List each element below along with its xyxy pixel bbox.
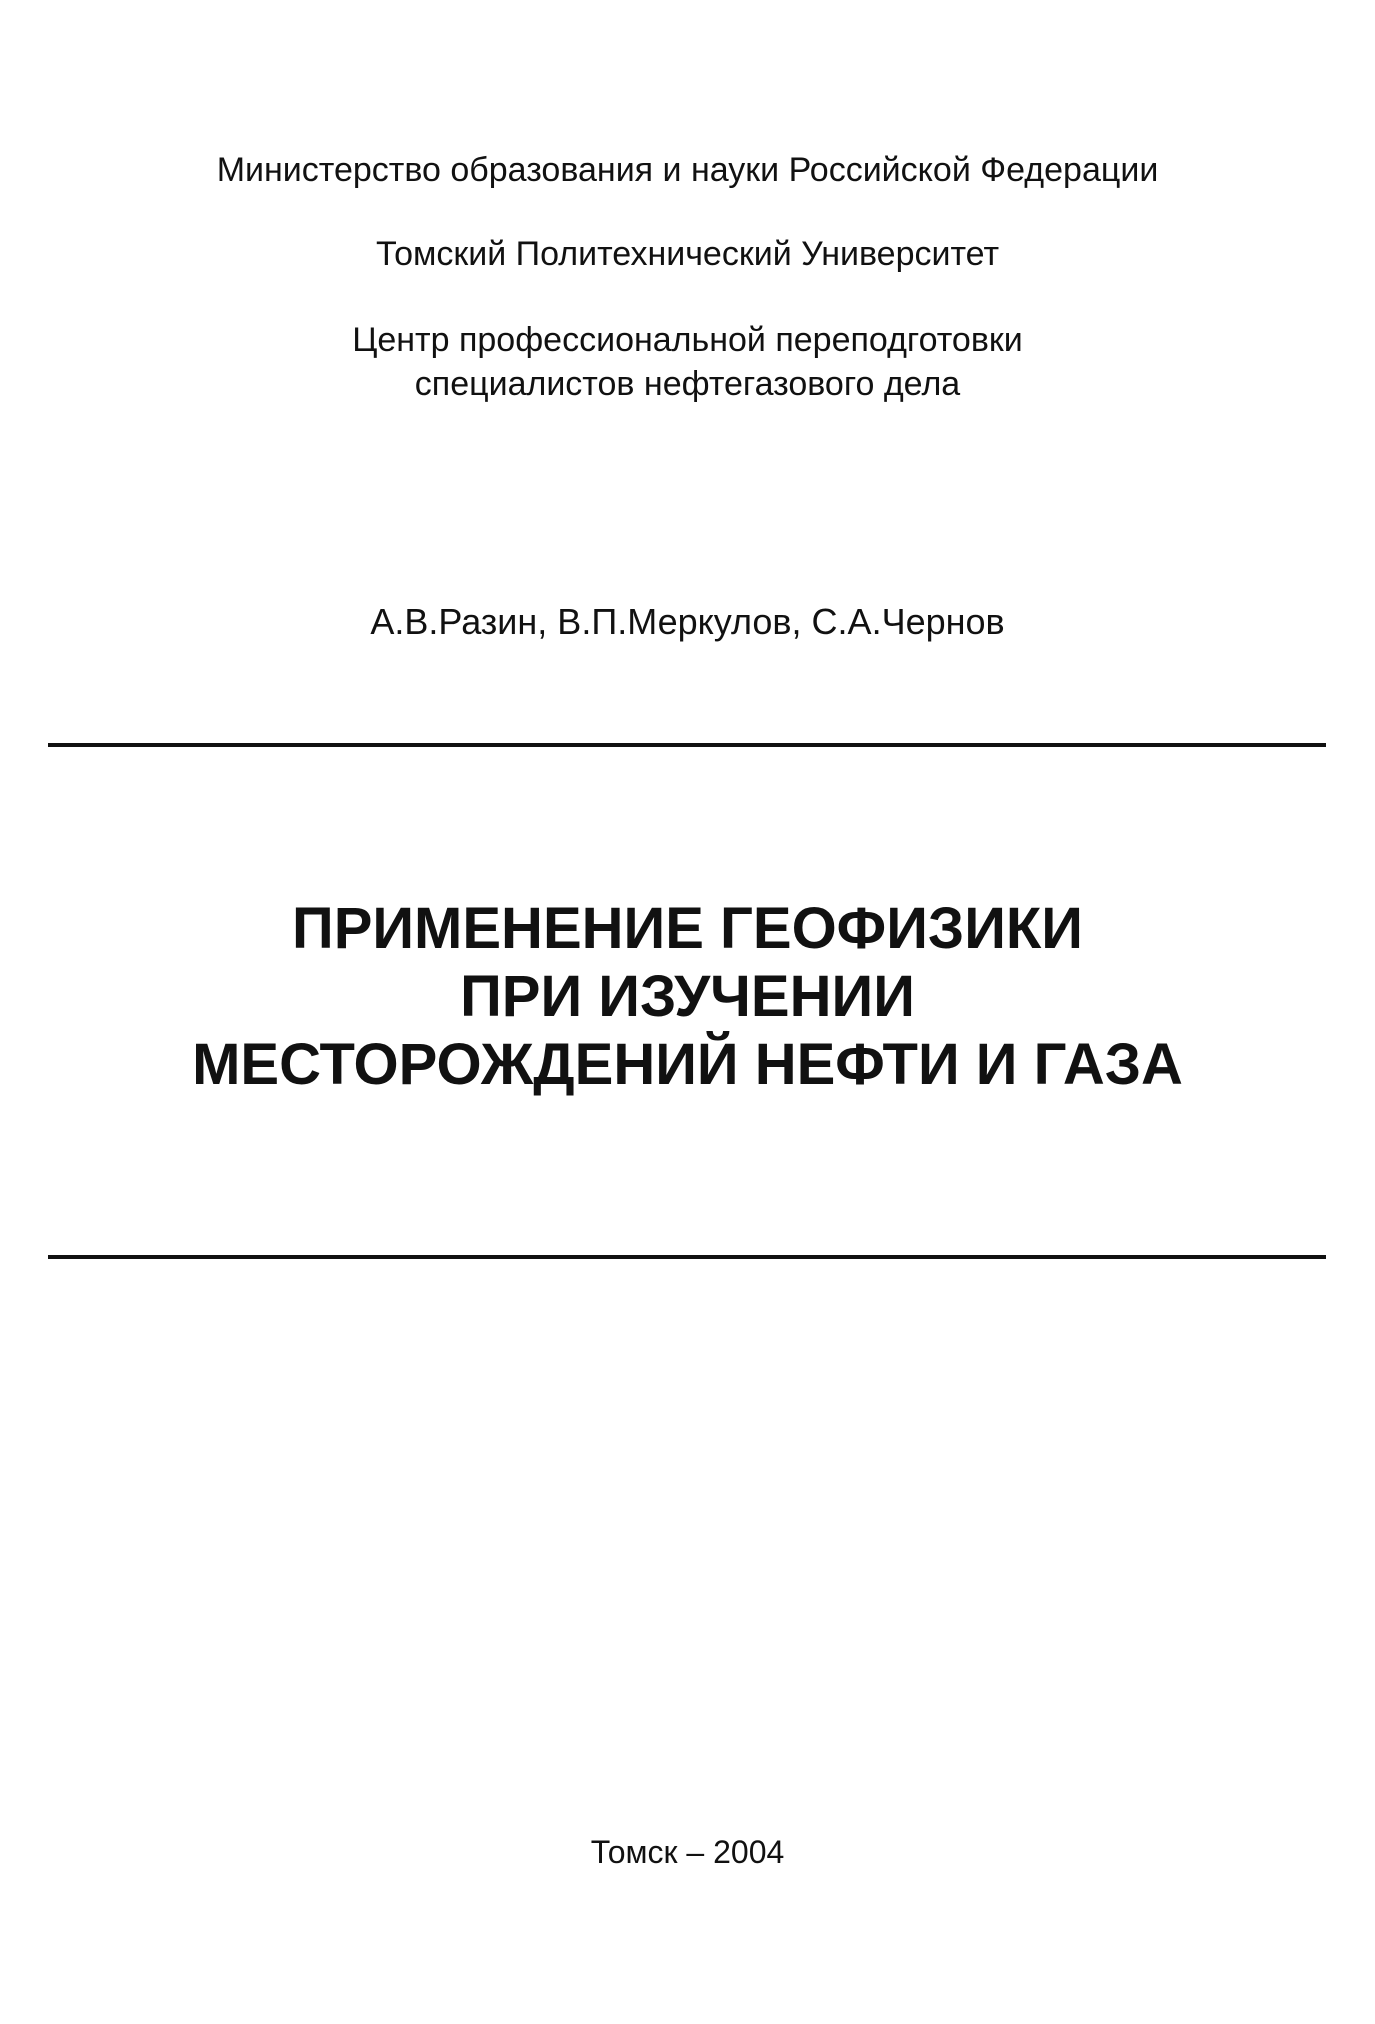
ministry-name: Министерство образования и науки Российской Федерации [216, 151, 1159, 189]
book-title-line1: ПРИМЕНЕНИЕ ГЕОФИЗИКИ [292, 896, 1083, 961]
book-title [0, 895, 1375, 1099]
book-title-line2: ПРИ ИЗУЧЕНИИ [460, 964, 915, 1029]
center-name-line1: Центр профессиональной переподготовки [352, 321, 1023, 359]
university-name: Томский Политехнический Университет [375, 235, 1000, 273]
bottom-divider [48, 1255, 1326, 1259]
book-title-line3: МЕСТОРОЖДЕНИЙ НЕФТИ И ГАЗА [192, 1032, 1183, 1097]
center-name-line2: специалистов нефтегазового дела [414, 365, 961, 403]
authors: А.В.Разин, В.П.Меркулов, С.А.Чернов [370, 601, 1005, 642]
top-divider [48, 743, 1326, 747]
city-year: Томск – 2004 [590, 1834, 785, 1870]
